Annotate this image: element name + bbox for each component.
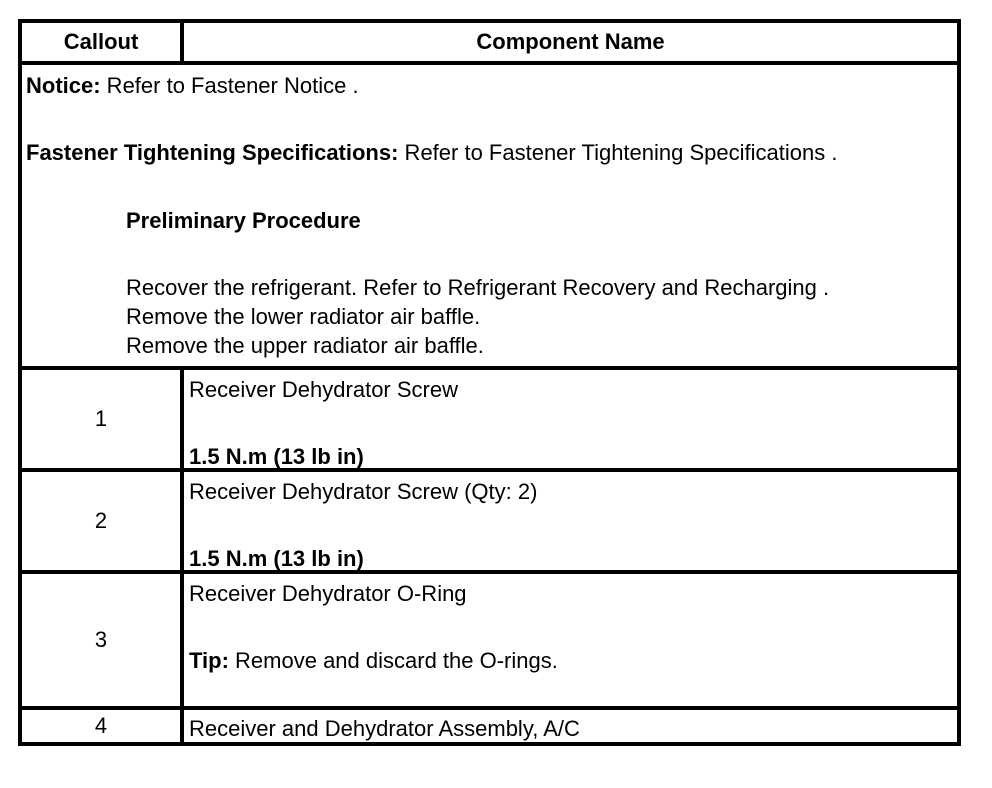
notice-row <box>20 63 959 368</box>
fastener-spec-line <box>26 140 837 166</box>
fastener-spec-label: Fastener Tightening Specifications: <box>26 140 399 165</box>
torque-spec <box>189 546 364 572</box>
component-name: Receiver Dehydrator O-Ring <box>189 581 467 606</box>
column-header-callout: Callout <box>20 21 182 63</box>
preliminary-procedure-heading-text: Preliminary Procedure <box>126 208 361 233</box>
callout-number: 1 <box>20 368 182 470</box>
table-row <box>20 470 959 572</box>
torque-spec-value: 1.5 N.m (13 lb in) <box>189 546 364 571</box>
notice-label: Notice: <box>26 73 101 98</box>
component-name: Receiver Dehydrator Screw (Qty: 2) <box>189 479 538 504</box>
torque-spec-value: 1.5 N.m (13 lb in) <box>189 444 364 469</box>
callout-number: 2 <box>20 470 182 572</box>
table-header-row <box>20 21 959 63</box>
fastener-spec-text: Refer to Fastener Tightening Specifications . <box>398 140 838 165</box>
procedure-step: Recover the refrigerant. Refer to Refrigerant Recovery and Recharging . <box>126 275 830 300</box>
component-name-cell <box>182 708 959 744</box>
notice-line <box>26 73 359 99</box>
notice-cell <box>20 63 959 368</box>
column-header-component-name: Component Name <box>182 21 959 63</box>
table-row <box>20 368 959 470</box>
callout-number: 3 <box>20 572 182 708</box>
tip-text: Remove and discard the O-rings. <box>228 648 558 673</box>
torque-spec <box>189 444 364 470</box>
procedure-step: Remove the upper radiator air baffle. <box>126 333 484 358</box>
preliminary-procedure-heading <box>126 208 361 234</box>
component-name-cell <box>182 368 959 470</box>
table-row <box>20 572 959 708</box>
tip-line <box>189 648 558 674</box>
component-name-cell <box>182 572 959 708</box>
notice-text: Refer to Fastener Notice . <box>100 73 359 98</box>
callout-number: 4 <box>20 708 182 744</box>
tip-label: Tip: <box>189 648 229 673</box>
component-name: Receiver Dehydrator Screw <box>189 377 458 402</box>
component-table <box>18 19 961 746</box>
component-name-cell <box>182 470 959 572</box>
procedure-step: Remove the lower radiator air baffle. <box>126 304 481 329</box>
component-name: Receiver and Dehydrator Assembly, A/C <box>189 716 580 741</box>
table-row <box>20 708 959 744</box>
